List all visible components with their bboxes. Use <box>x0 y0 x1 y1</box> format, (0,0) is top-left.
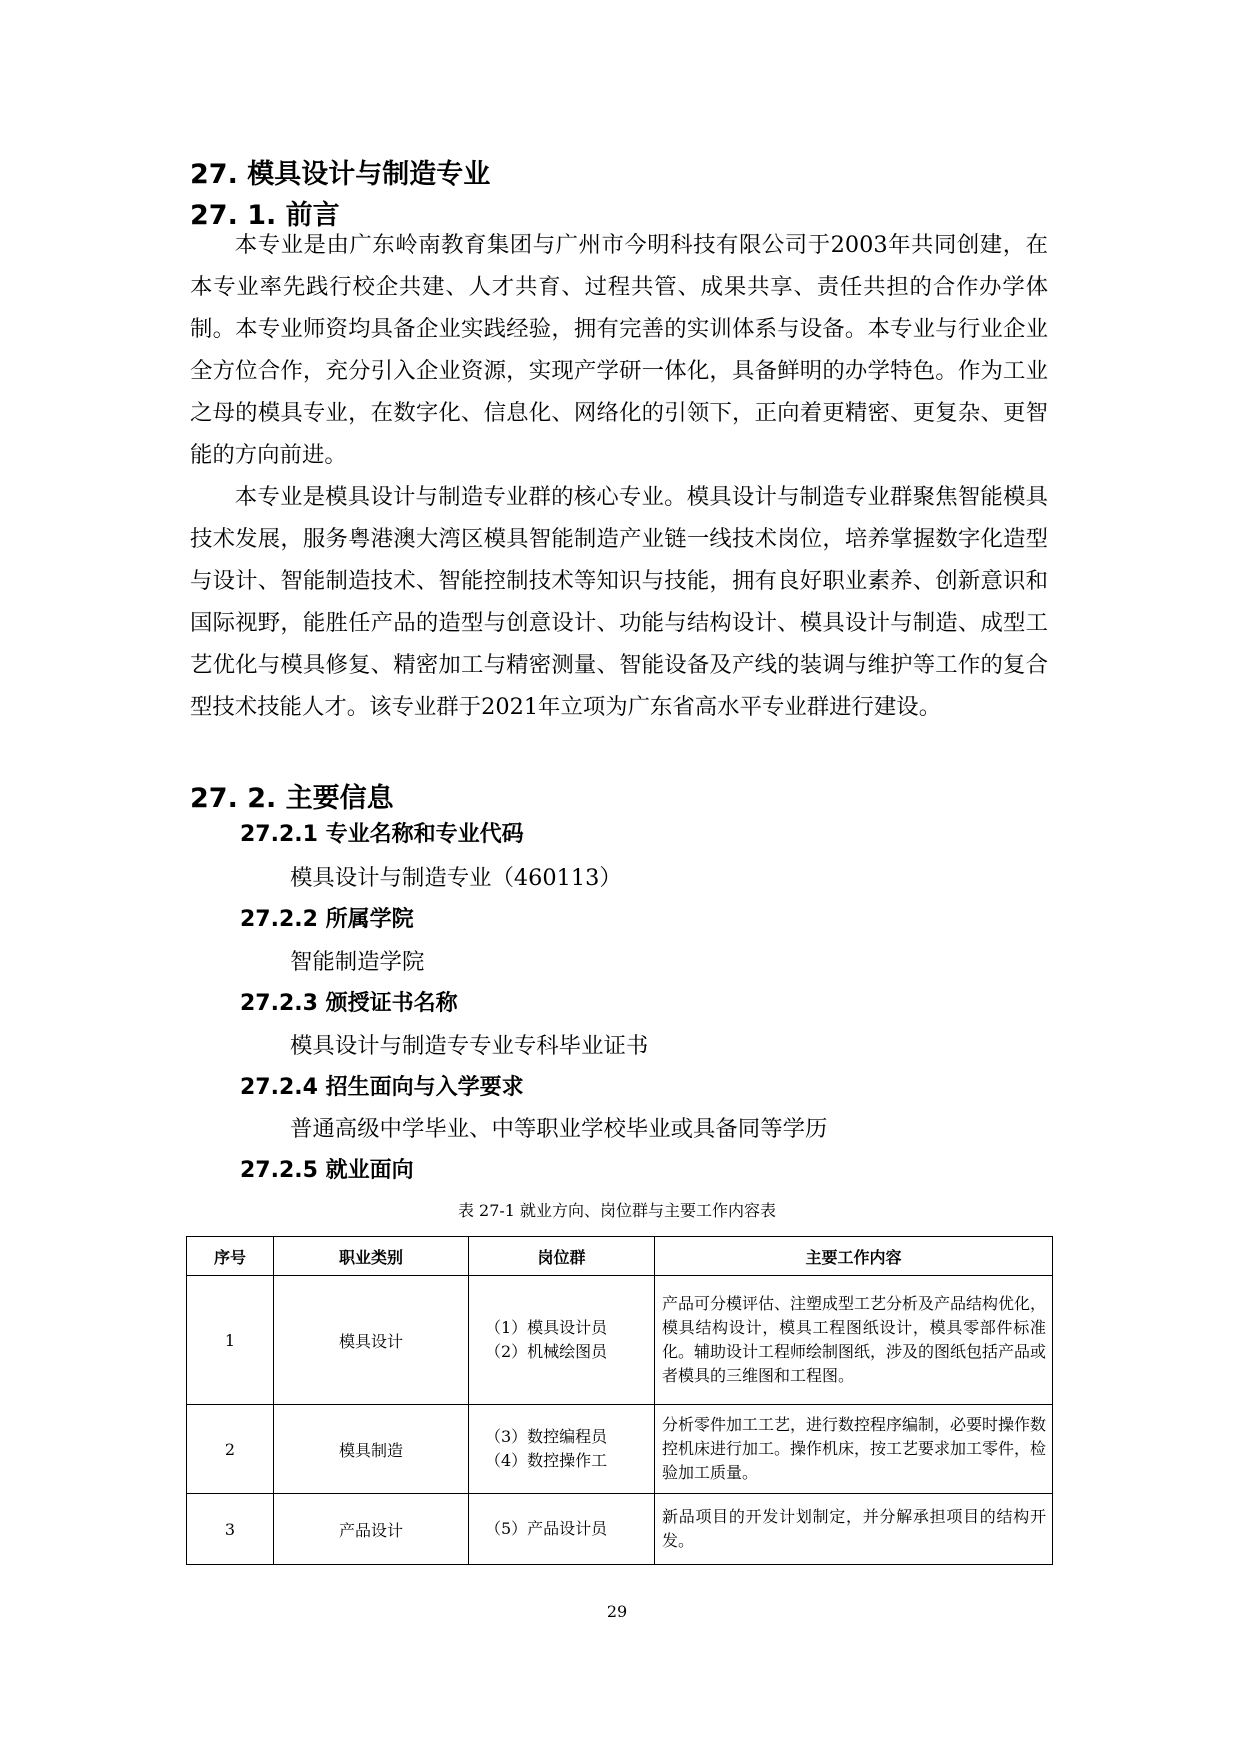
subheading-certificate: 27.2.3 颁授证书名称 <box>240 991 458 1016</box>
row-no: 1 <box>187 1276 274 1405</box>
header-content: 主要工作内容 <box>655 1237 1053 1276</box>
section-title: 27. 模具设计与制造专业 <box>190 159 491 190</box>
preface-heading: 27. 1. 前言 <box>190 200 340 231</box>
position-item: （4）数控操作工 <box>485 1451 608 1470</box>
major-name-code: 模具设计与制造专业（460113） <box>290 865 622 891</box>
main-info-heading: 27. 2. 主要信息 <box>190 783 394 814</box>
preface-paragraph-2: 本专业是模具设计与制造专业群的核心专业。模具设计与制造专业群聚焦智能模具技术发展，服务粤港澳大湾区模具智能制造产业链一线技术岗位，培养掌握数字化造型与设计、智能制造技术、智能控制技术等知识与技能，拥有良好职业素养、创新意识和国际视野，能胜任产品的造型与创意设计、功能与结构设计、模具设计与制造、成型工艺优化与模具修复、精密加工与精密测量、智能设备及产线的装调与维护等工作的复合型技术技能人才。该专业群于2021年立项为广东省高水平专业群进行建设。 <box>190 484 1048 720</box>
table-caption: 表 27-1 就业方向、岗位群与主要工作内容表 <box>457 1201 777 1220</box>
row-positions <box>469 1494 655 1565</box>
header-category: 职业类别 <box>274 1237 469 1276</box>
subheading-admission: 27.2.4 招生面向与入学要求 <box>240 1075 524 1100</box>
table-row <box>187 1494 1053 1565</box>
employment-table <box>186 1236 1053 1565</box>
certificate-name: 模具设计与制造专专业专科毕业证书 <box>290 1033 649 1059</box>
subheading-college: 27.2.2 所属学院 <box>240 907 414 932</box>
position-item: （2）机械绘图员 <box>485 1342 608 1361</box>
row-content: 产品可分模评估、注塑成型工艺分析及产品结构优化，模具结构设计，模具工程图纸设计，模具零部件标准化。辅助设计工程师绘制图纸，涉及的图纸包括产品或者模具的三维图和工程图。 <box>655 1276 1053 1405</box>
header-no: 序号 <box>187 1237 274 1276</box>
row-no: 3 <box>187 1494 274 1565</box>
row-category: 产品设计 <box>274 1494 469 1565</box>
college-name: 智能制造学院 <box>290 949 425 975</box>
table-header-row <box>187 1237 1053 1276</box>
admission-requirements: 普通高级中学毕业、中等职业学校毕业或具备同等学历 <box>290 1116 828 1142</box>
position-item: （3）数控编程员 <box>485 1427 608 1446</box>
position-item: （5）产品设计员 <box>485 1519 608 1538</box>
table-row <box>187 1405 1053 1494</box>
row-no: 2 <box>187 1405 274 1494</box>
page-number: 29 <box>606 1602 628 1621</box>
position-item: （1）模具设计员 <box>485 1318 608 1337</box>
subheading-major-code: 27.2.1 专业名称和专业代码 <box>240 822 524 847</box>
table-row <box>187 1276 1053 1405</box>
subheading-employment: 27.2.5 就业面向 <box>240 1158 414 1183</box>
header-positions: 岗位群 <box>469 1237 655 1276</box>
row-content: 新品项目的开发计划制定，并分解承担项目的结构开发。 <box>655 1494 1053 1565</box>
preface-paragraph-1: 本专业是由广东岭南教育集团与广州市今明科技有限公司于2003年共同创建，在本专业率先践行校企共建、人才共育、过程共管、成果共享、责任共担的合作办学体制。本专业师资均具备企业实践经验，拥有完善的实训体系与设备。本专业与行业企业全方位合作，充分引入企业资源，实现产学研一体化，具备鲜明的办学特色。作为工业之母的模具专业，在数字化、信息化、网络化的引领下，正向着更精密、更复杂、更智能的方向前进。 <box>190 232 1048 468</box>
row-positions <box>469 1405 655 1494</box>
row-content: 分析零件加工工艺，进行数控程序编制，必要时操作数控机床进行加工。操作机床，按工艺要求加工零件，检验加工质量。 <box>655 1405 1053 1494</box>
row-positions <box>469 1276 655 1405</box>
row-category: 模具设计 <box>274 1276 469 1405</box>
row-category: 模具制造 <box>274 1405 469 1494</box>
